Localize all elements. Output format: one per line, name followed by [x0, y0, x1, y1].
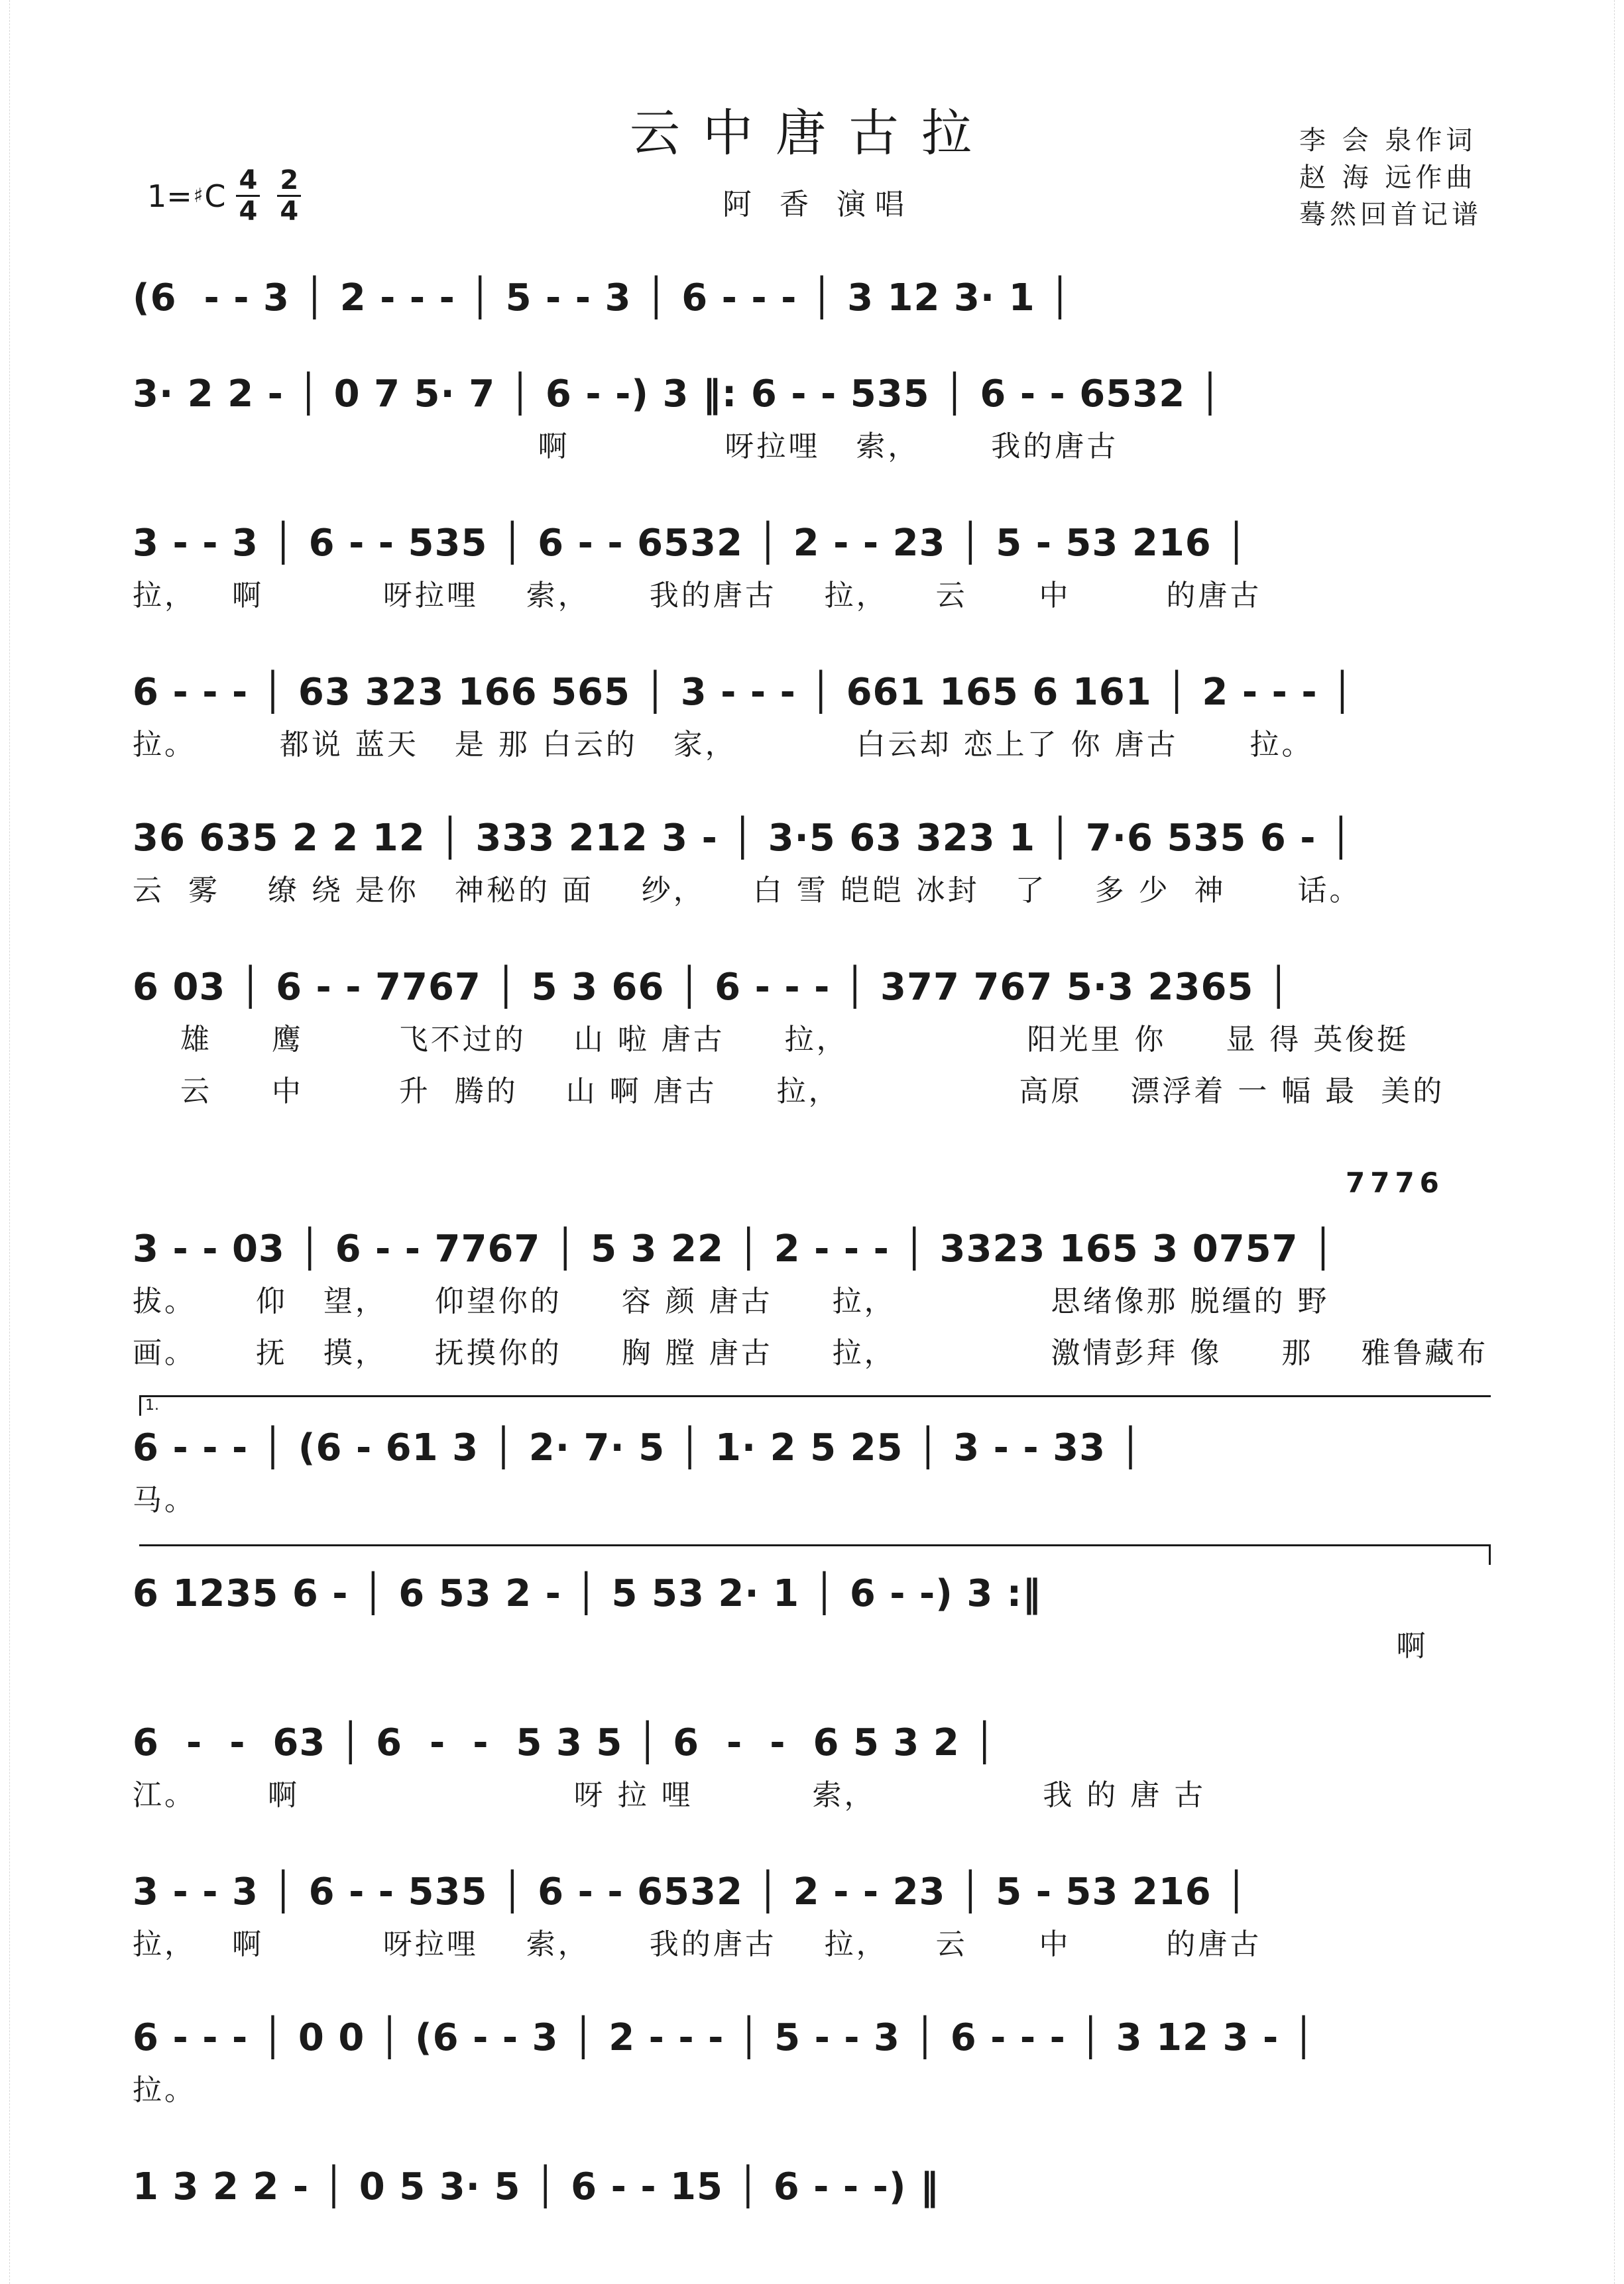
lyric-line: 雄 鹰 飞不过的 山 啦 唐古 拉， 阳光里 你 显 得 英俊挺 [133, 1023, 1409, 1056]
score-system [133, 1866, 1491, 1970]
composer-credit: 赵 海 远作曲 [1299, 162, 1477, 193]
score-system [133, 812, 1491, 917]
notation-line: (6 - - 3 │ 2 - - - │ 5 - - 3 │ 6 - - - │ 3 12 3· 1 │ [133, 276, 1072, 319]
notation-line: 6 - - - │ 63 323 166 565 │ 3 - - - │ 661 165 6 161 │ 2 - - - │ [133, 671, 1354, 714]
left-page-edge [0, 0, 10, 2284]
score-system [133, 961, 1491, 1117]
lyric-line: 拔。 仰 望， 仰望你的 容 颜 唐古 拉， 思绪像那 脱缰的 野 [133, 1285, 1330, 1318]
score-system [133, 1717, 1491, 1821]
notation-line: 6 03 │ 6 - - 7767 │ 5 3 66 │ 6 - - - │ 377 767 5·3 2365 │ [133, 966, 1291, 1009]
lyric-line: 拉， 啊 呀拉哩 索， 我的唐古 拉， 云 中 的唐古 [133, 1927, 1262, 1961]
key-note: C [204, 178, 226, 214]
lyric-line: 马。 [133, 1483, 196, 1517]
lyric-line: 云 中 升 腾的 山 啊 唐古 拉， 高原 漂浮着 一 幅 最 美的 [133, 1074, 1445, 1108]
right-page-edge [1614, 0, 1624, 2284]
lyric-line: 画。 抚 摸， 抚摸你的 胸 膛 唐古 拉， 激情彭拜 像 那 雅鲁藏布 [133, 1336, 1489, 1370]
time-signatures [236, 166, 301, 226]
lyric-line: 江。 啊 呀 拉 哩 索， 我 的 唐 古 [133, 1778, 1206, 1812]
lyric-line: 拉。 都说 蓝天 是 那 白云的 家， 白云却 恋上了 你 唐古 拉。 [133, 728, 1314, 762]
lyric-line: 啊 呀拉哩 索， 我的唐古 [133, 429, 1119, 463]
lyricist-credit: 李 会 泉作词 [1299, 125, 1477, 156]
first-ending-bracket [139, 1395, 1491, 1416]
lyric-line: 拉， 啊 呀拉哩 索， 我的唐古 拉， 云 中 的唐古 [133, 579, 1262, 612]
score-system [133, 1223, 1491, 1379]
song-title: 云中唐古拉 [630, 103, 994, 162]
score-system [133, 1568, 1491, 1672]
score-system [133, 2161, 1491, 2214]
score-system [133, 368, 1491, 473]
notation-line: 3 - - 3 │ 6 - - 535 │ 6 - - 6532 │ 2 - - 23 │ 5 - 53 216 │ [133, 1870, 1248, 1913]
performer: 阿 香 演唱 [723, 188, 913, 221]
notation-line: 1 3 2 2 - │ 0 5 3· 5 │ 6 - - 15 │ 6 - - -) ‖ [133, 2165, 939, 2208]
notation-line: 6 - - - │ (6 - 61 3 │ 2· 7· 5 │ 1· 2 5 25 │ 3 - - 33 │ [133, 1426, 1143, 1469]
transcriber-credit: 蓦然回首记谱 [1299, 200, 1482, 230]
notation-line: 3 - - 03 │ 6 - - 7767 │ 5 3 22 │ 2 - - - │ 3323 165 3 0757 │ [133, 1228, 1335, 1271]
score-system [133, 1422, 1491, 1526]
notation-line: 3· 2 2 - │ 0 7 5· 7 │ 6 - -) 3 ‖: 6 - - 535 │ 6 - - 6532 │ [133, 372, 1222, 416]
score-system [133, 517, 1491, 622]
notation-line: 6 - - - │ 0 0 │ (6 - - 3 │ 2 - - - │ 5 - - 3 │ 6 - - - │ 3 12 3 - │ [133, 2016, 1316, 2059]
time-signature: $\frac{4}{4}$ [236, 166, 260, 226]
first-ending-bracket-continuation [139, 1544, 1491, 1565]
score-system [133, 2012, 1491, 2116]
notation-line: 36 635 2 2 12 │ 333 212 3 - │ 3·5 63 323 1 │ 7·6 535 6 - │ [133, 817, 1353, 860]
notation-line: 3 - - 3 │ 6 - - 535 │ 6 - - 6532 │ 2 - - 23 │ 5 - 53 216 │ [133, 522, 1248, 565]
lyric-line: 拉。 [133, 2073, 196, 2107]
sharp-sign: ♯ [193, 184, 203, 207]
notation-line: 6 - - 63 │ 6 - - 5 3 5 │ 6 - - 6 5 3 2 │ [133, 1721, 997, 1764]
grace-notes: 7776 [1346, 1167, 1444, 1199]
score-system [133, 272, 1491, 325]
ending-number: 1. [145, 1397, 159, 1414]
lyric-line: 云 雾 缭 绕 是你 神秘的 面 纱， 白 雪 皑皑 冰封 了 多 少 神 话。 [133, 874, 1362, 907]
time-signature: $\frac{2}{4}$ [277, 166, 301, 226]
credits [1299, 122, 1482, 233]
key-signature [147, 166, 301, 226]
notation-line: 6 1235 6 - │ 6 53 2 - │ 5 53 2· 1 │ 6 - -) 3 :‖ [133, 1572, 1042, 1615]
score-system [133, 666, 1491, 771]
key-prefix: 1= [147, 178, 192, 214]
lyric-line: 啊 [133, 1629, 1428, 1663]
